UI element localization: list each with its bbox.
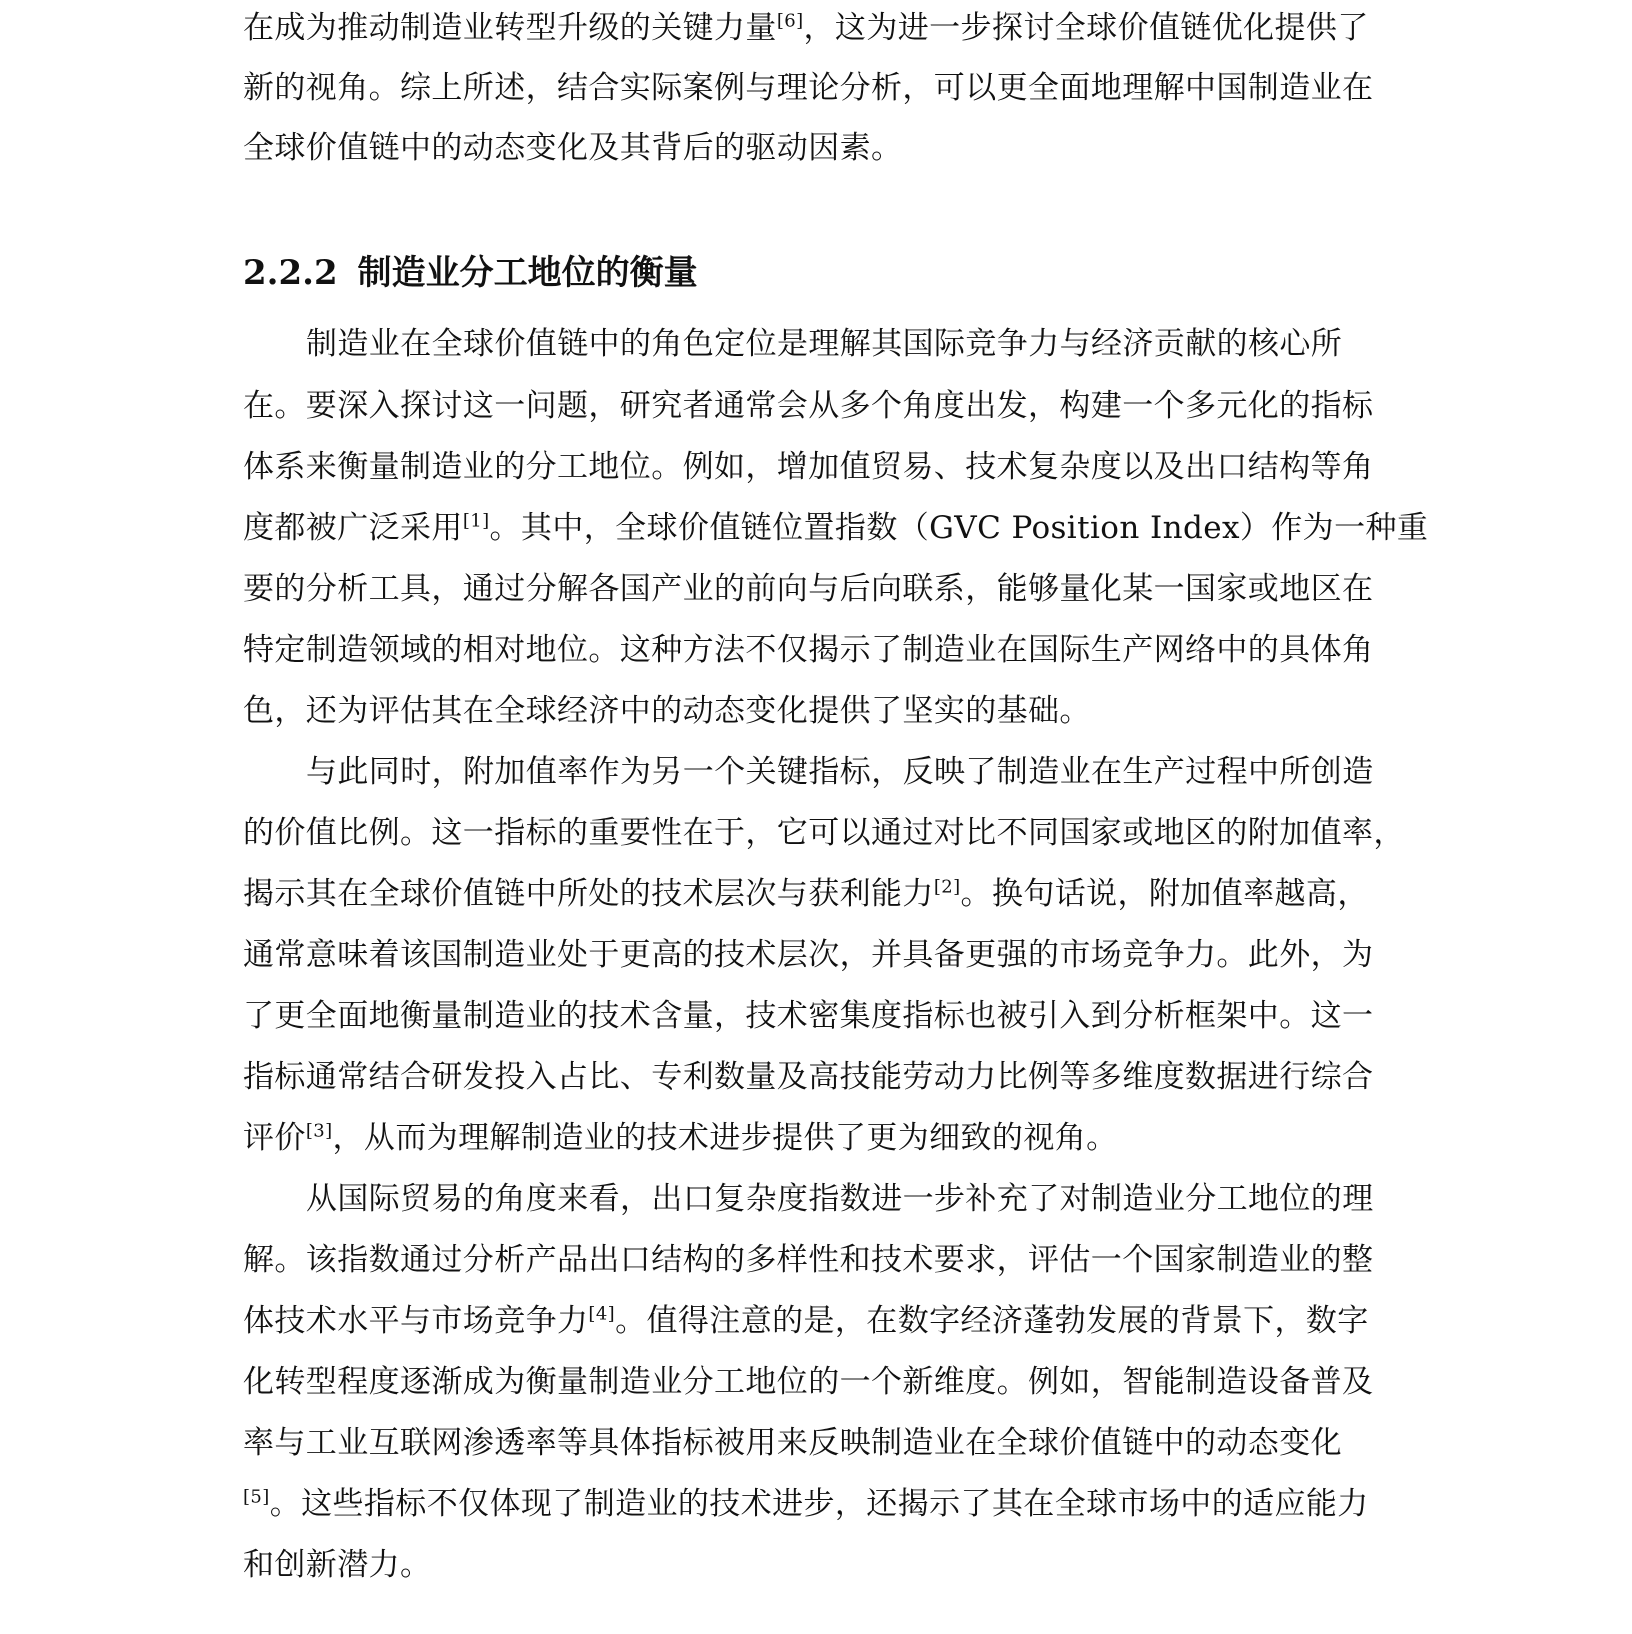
text-run: 色，还为评估其在全球经济中的动态变化提供了坚实的基础。 [243,693,1091,729]
intro-line-2 [243,66,1373,110]
citation-2[interactable]: [2] [933,876,961,898]
section-title: 制造业分工地位的衡量 [357,253,698,293]
p3-line-4 [243,1360,1373,1404]
citation-3[interactable]: [3] [305,1120,333,1142]
p3-line-7 [243,1543,431,1587]
p1-line-4 [243,506,1428,550]
citation-1[interactable]: [1] [462,510,490,532]
p1-line-5 [243,567,1373,611]
text-run: 揭示其在全球价值链中所处的技术层次与获利能力 [243,876,934,912]
text-run: 通常意味着该国制造业处于更高的技术层次，并具备更强的市场竞争力。此外，为 [243,937,1374,973]
text-run: 体技术水平与市场竞争力 [243,1303,589,1339]
text-run: 在成为推动制造业转型升级的关键力量 [243,10,777,46]
p2-line-3 [243,872,1369,916]
section-number: 2.2.2 [243,253,338,293]
text-run: 。值得注意的是，在数字经济蓬勃发展的背景下，数字 [615,1303,1369,1339]
text-run: 体系来衡量制造业的分工地位。例如，增加值贸易、技术复杂度以及出口结构等角 [243,449,1374,485]
p2-line-7 [243,1116,1118,1160]
citation-6[interactable]: [6] [776,10,804,32]
text-run: 从国际贸易的角度来看，出口复杂度指数进一步补充了对制造业分工地位的理 [306,1181,1374,1217]
text-run: 。其中，全球价值链位置指数（GVC Position Index）作为一种重 [489,510,1429,546]
p2-line-1 [306,750,1374,794]
p1-line-2 [243,384,1373,428]
p3-line-2 [243,1238,1373,1282]
p1-line-1 [306,322,1342,366]
citation-5[interactable]: [5] [243,1486,270,1508]
text-run: 新的视角。综上所述，结合实际案例与理论分析，可以更全面地理解中国制造业在 [243,70,1374,106]
p3-line-6 [243,1482,1369,1526]
text-run: 在。要深入探讨这一问题，研究者通常会从多个角度出发，构建一个多元化的指标 [243,388,1374,424]
text-run: 。这些指标不仅体现了制造业的技术进步，还揭示了其在全球市场中的适应能力 [269,1486,1369,1522]
p2-line-2 [243,811,1405,855]
text-run: 了更全面地衡量制造业的技术含量，技术密集度指标也被引入到分析框架中。这一 [243,998,1374,1034]
p3-line-1 [306,1177,1374,1221]
p2-line-6 [243,1055,1373,1099]
intro-line-3 [243,126,902,170]
text-run: 要的分析工具，通过分解各国产业的前向与后向联系，能够量化某一国家或地区在 [243,571,1374,607]
text-run: 度都被广泛采用 [243,510,463,546]
section-heading [243,250,698,296]
intro-line-1 [243,6,1369,50]
p2-line-4 [243,933,1373,977]
text-run: 化转型程度逐渐成为衡量制造业分工地位的一个新维度。例如，智能制造设备普及 [243,1364,1374,1400]
text-run: 评价 [243,1120,306,1156]
text-run: ，从而为理解制造业的技术进步提供了更为细致的视角。 [332,1120,1118,1156]
text-run: 与此同时，附加值率作为另一个关键指标，反映了制造业在生产过程中所创造 [306,754,1374,790]
text-run: 率与工业互联网渗透率等具体指标被用来反映制造业在全球价值链中的动态变化 [243,1425,1342,1461]
text-run: 制造业在全球价值链中的角色定位是理解其国际竞争力与经济贡献的核心所 [306,326,1343,362]
text-run: 解。该指数通过分析产品出口结构的多样性和技术要求，评估一个国家制造业的整 [243,1242,1374,1278]
p1-line-7 [243,689,1091,733]
text-run: 全球价值链中的动态变化及其背后的驱动因素。 [243,130,903,166]
text-run: 。换句话说，附加值率越高， [960,876,1369,912]
p3-line-5 [243,1421,1342,1465]
p2-line-5 [243,994,1373,1038]
text-run: 的价值比例。这一指标的重要性在于，它可以通过对比不同国家或地区的附加值率， [243,815,1405,851]
p1-line-3 [243,445,1373,489]
p1-line-6 [243,628,1373,672]
text-run: 指标通常结合研发投入占比、专利数量及高技能劳动力比例等多维度数据进行综合 [243,1059,1374,1095]
p3-line-3 [243,1299,1369,1343]
citation-4[interactable]: [4] [588,1303,616,1325]
text-run: ，这为进一步探讨全球价值链优化提供了 [803,10,1369,46]
text-run: 和创新潜力。 [243,1547,432,1583]
text-run: 特定制造领域的相对地位。这种方法不仅揭示了制造业在国际生产网络中的具体角 [243,632,1374,668]
